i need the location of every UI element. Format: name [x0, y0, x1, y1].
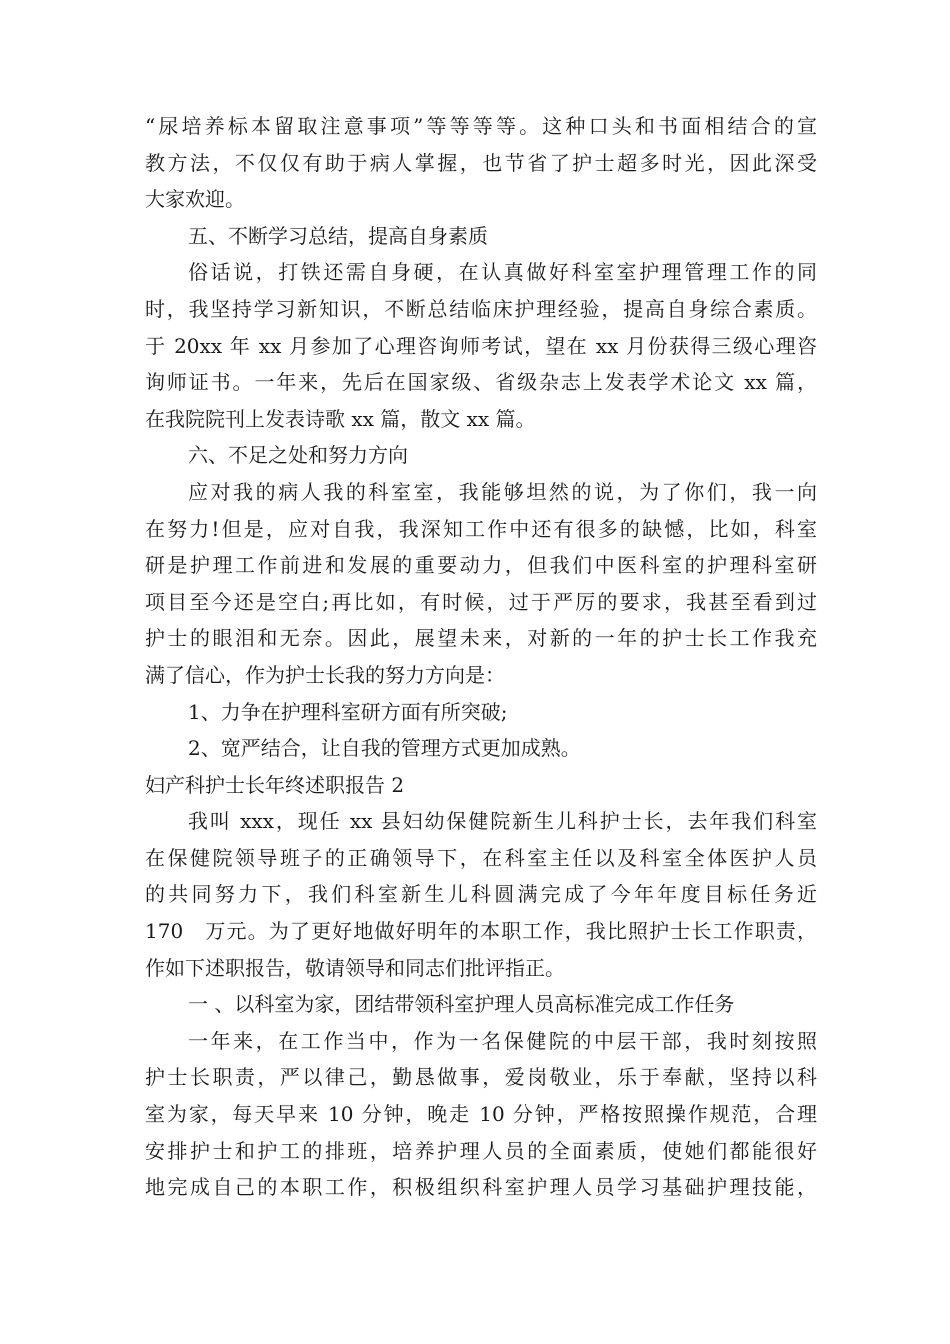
text-line: 护士长职责，严以律己，勤恳做事，爱岗敬业，乐于奉献，坚持以科 [145, 1065, 817, 1090]
text-line: 在保健院领导班子的正确领导下，在科室主任以及科室全体医护人员 [145, 845, 817, 870]
text-line: 于 20xx 年 xx 月参加了心理咨询师考试，望在 xx 月份获得三级心理咨 [145, 333, 817, 358]
text-line: 地完成自己的本职工作，积极组织科室护理人员学习基础护理技能， [145, 1175, 817, 1200]
text-line: 五、不断学习总结，提高自身素质 [188, 223, 488, 248]
text-line: 时，我坚持学习新知识，不断总结临床护理经验，提高自身综合素质。 [145, 296, 817, 321]
text-line: 一 、以科室为家，团结带领科室护理人员高标准完成工作任务 [188, 992, 735, 1017]
text-line: 在努力!但是，应对自我，我深知工作中还有很多的缺憾，比如，科室 [145, 516, 817, 541]
text-line: 应对我的病人我的科室室，我能够坦然的说，为了你们，我一向 [188, 479, 817, 504]
text-line: 项目至今还是空白;再比如，有时候，过于严厉的要求，我甚至看到过 [145, 589, 817, 614]
text-line: 六、不足之处和努力方向 [188, 443, 408, 468]
text-line: “尿培养标本留取注意事项”等等等等。这种口头和书面相结合的宣 [145, 114, 817, 138]
text-line: 一年来，在工作当中，作为一名保健院的中层干部，我时刻按照 [188, 1028, 817, 1053]
text-line: 俗话说，打铁还需自身硬，在认真做好科室室护理管理工作的同 [188, 260, 817, 285]
text-line: 安排护士和护工的排班，培养护理人员的全面素质，使她们都能很好 [145, 1138, 817, 1163]
text-line: 1、力争在护理科室研方面有所突破; [188, 699, 508, 724]
text-line: 我叫 xxx，现任 xx 县妇幼保健院新生儿科护士长，去年我们科室 [188, 809, 817, 834]
text-line: 大家欢迎。 [145, 187, 245, 212]
text-line: 室为家，每天早来 10 分钟，晚走 10 分钟，严格按照操作规范，合理 [145, 1102, 817, 1127]
text-line: 作如下述职报告，敬请领导和同志们批评指正。 [145, 955, 565, 980]
text-line: 的共同努力下，我们科室新生儿科圆满完成了今年年度目标任务近 [145, 882, 817, 907]
text-line: 满了信心，作为护士长我的努力方向是： [145, 662, 505, 687]
text-line: 170 万元。为了更好地做好明年的本职工作，我比照护士长工作职责， [145, 919, 817, 944]
document-body [145, 108, 817, 1206]
text-line: 2、宽严结合，让自我的管理方式更加成熟。 [188, 736, 581, 761]
text-line: 询师证书。一年来，先后在国家级、省级杂志上发表学术论文 xx 篇， [145, 370, 817, 395]
text-line: 妇产科护士长年终述职报告 2 [145, 772, 405, 797]
text-line: 护士的眼泪和无奈。因此，展望未来，对新的一年的护士长工作我充 [145, 626, 817, 651]
text-line: 在我院院刊上发表诗歌 xx 篇，散文 xx 篇。 [145, 406, 536, 431]
text-line: 研是护理工作前进和发展的重要动力，但我们中医科室的护理科室研 [145, 553, 817, 578]
text-line: 教方法，不仅仅有助于病人掌握，也节省了护士超多时光，因此深受 [145, 150, 817, 175]
